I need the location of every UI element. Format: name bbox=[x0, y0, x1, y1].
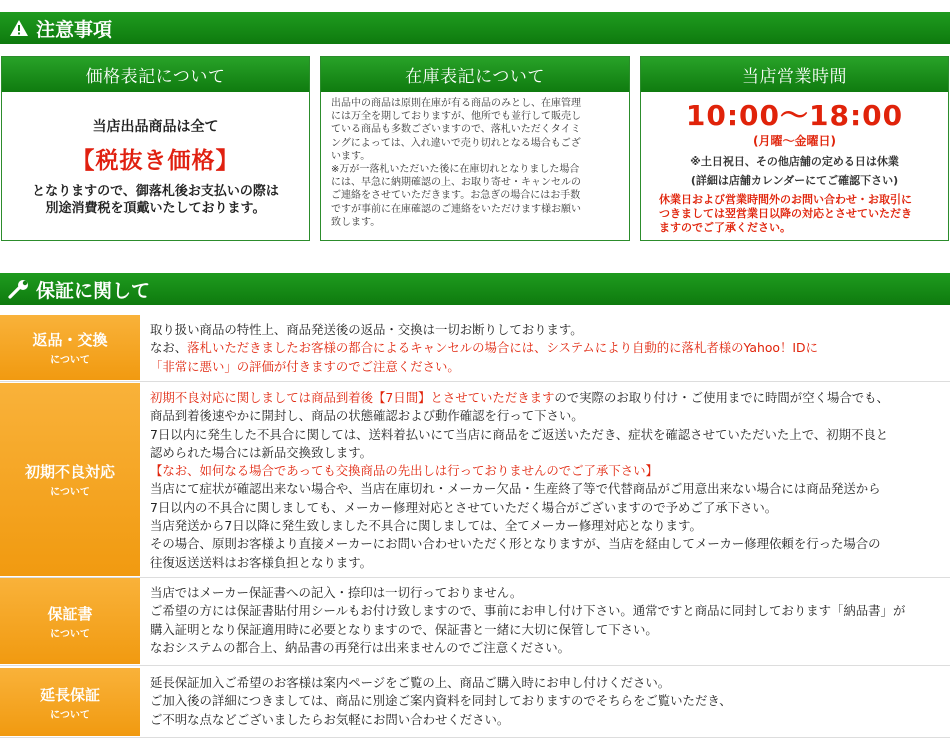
price-note-2: 別途消費税を頂戴いたしております。 bbox=[45, 201, 266, 216]
stock-line: ※万が一落札いただいた後に在庫切れとなりました場合 bbox=[331, 164, 580, 176]
stock-line: ングによっては、入れ違いで売り切れとなる場合もござ bbox=[331, 137, 581, 149]
row-text-line bbox=[150, 339, 942, 357]
price-emphasis: 【税抜き価格】 bbox=[71, 148, 240, 174]
row-label-sub: について bbox=[50, 487, 90, 498]
hours-time: 10:00〜18:00 bbox=[685, 99, 904, 132]
wrench-icon bbox=[8, 278, 30, 300]
body-text: 延長保証加入ご希望のお客様は案内ページをご覧の上、商品ご購入時にお申し付けください。 bbox=[150, 675, 671, 690]
row-label-title: 返品・交換 bbox=[32, 331, 108, 349]
row-text-line bbox=[150, 674, 942, 692]
row-text-line bbox=[150, 426, 942, 444]
row-label-sub: について bbox=[50, 709, 90, 721]
price-notation-box bbox=[1, 56, 310, 241]
highlight-text: 初期不良対応に関しましては商品到着後【7日間】とさせていただきます bbox=[150, 390, 555, 405]
stock-heading: 在庫表記について bbox=[321, 57, 629, 92]
stock-line: 出品中の商品は原則在庫が有る商品のみとし、在庫管理 bbox=[331, 98, 581, 109]
warranty-section-header bbox=[0, 273, 950, 305]
row-text-line bbox=[150, 621, 942, 639]
hours-calendar-note: (詳細は店舗カレンダーにてご確認下さい) bbox=[690, 174, 899, 187]
highlight-text: 「非常に悪い」の評価が付きますのでご注意ください。 bbox=[150, 358, 460, 374]
row-text bbox=[150, 389, 942, 572]
row-text-line bbox=[150, 584, 942, 602]
body-text: なおシステムの都合上、納品書の再発行は出来ませんのでご注意ください。 bbox=[150, 639, 571, 655]
row-text bbox=[150, 674, 942, 729]
body-text: ご不明な点などございましたらお気軽にお問い合わせください。 bbox=[150, 711, 510, 727]
row-text-line bbox=[150, 639, 942, 657]
body-text: 当店ではメーカー保証書への記入・捺印は一切行っておりません。 bbox=[150, 585, 523, 600]
body-text: 当店発送から7日以降に発生致しました不具合に関しましては、全てメーカー修理対応となります。 bbox=[150, 518, 702, 534]
body-text: 7日以内の不具合に関しましても、メーカー修理対応とさせていただく場合がございますので予めご了承下さい。 bbox=[150, 499, 778, 515]
stock-line: います。 bbox=[331, 150, 371, 162]
price-note-1: となりますので、御落札後お支払いの際は bbox=[32, 184, 279, 199]
price-heading: 価格表記について bbox=[2, 57, 309, 92]
body-text: 認められた場合には新品交換致します。 bbox=[150, 444, 373, 460]
highlight-text: 【なお、如何なる場合であっても交換商品の先出しは行っておりませんのでご了承下さい】 bbox=[150, 463, 658, 479]
stock-line: ですが事前に在庫確認のご連絡をいただけます様お願い bbox=[331, 203, 581, 215]
row-text-line bbox=[150, 602, 942, 620]
business-hours-box bbox=[640, 56, 949, 241]
warranty-row-certificate bbox=[0, 578, 950, 666]
row-label bbox=[0, 315, 140, 381]
stock-line: ご連絡をさせていただきます。お急ぎの場合にはお手数 bbox=[331, 190, 581, 202]
notice-section-header bbox=[0, 12, 950, 44]
warning-icon bbox=[8, 17, 30, 39]
body-text: その場合、原則お客様より直接メーカーにお問い合わせいただく形となりますが、当店を経由してメーカー修理依頼を行った場合の bbox=[150, 536, 881, 552]
hours-days: (月曜〜金曜日) bbox=[753, 134, 836, 148]
row-label-sub: について bbox=[50, 628, 90, 640]
hours-holiday-note: ※土日祝日、その他店舗の定める日は休業 bbox=[690, 155, 899, 168]
body-text: なお、 bbox=[150, 340, 188, 356]
warranty-row-initial-defect bbox=[0, 383, 950, 578]
notice-title: 注意事項 bbox=[36, 18, 113, 41]
hours-warning-line: 休業日および営業時間外のお問い合わせ・お取引に bbox=[659, 193, 912, 206]
row-text-line bbox=[150, 407, 942, 425]
stock-line: 致します。 bbox=[331, 216, 381, 228]
body-text: 取り扱い商品の特性上、商品発送後の返品・交換は一切お断りしております。 bbox=[150, 322, 583, 337]
row-text bbox=[150, 584, 942, 657]
stock-text bbox=[321, 92, 629, 229]
highlight-text: 落札いただきましたお客様の都合によるキャンセルの場合には、システムにより自動的に落札者様のYahoo！IDに bbox=[187, 340, 818, 356]
row-label-sub: について bbox=[50, 355, 90, 366]
row-text-line bbox=[150, 462, 942, 480]
stock-line: ている商品も多数ございますので、落札いただくタイミ bbox=[331, 124, 581, 136]
body-text: 当店にて症状が確認出来ない場合や、当店在庫切れ・メーカー欠品・生産終了等で代替商品がご用意出来ない場合には商品発送から bbox=[150, 481, 881, 497]
stock-line: には、早急に納期確認の上、お取り寄せ・キャンセルの bbox=[331, 177, 581, 189]
body-text: ご希望の方には保証書貼付用シールもお付け致しますので、事前にお申し付け下さい。通常ですと商品に同封しております「納品書」が bbox=[150, 603, 906, 619]
warranty-row-extended bbox=[0, 668, 950, 738]
row-label-title: 保証書 bbox=[47, 604, 93, 623]
body-text: 往復返送送料はお客様負担となります。 bbox=[150, 554, 373, 570]
body-text: 購入証明となり保証適用時に必要となりますので、保証書と一緒に大切に保管して下さい。 bbox=[150, 621, 658, 637]
row-text-line bbox=[150, 358, 942, 376]
body-text: ので実際のお取り付け・ご使用までに時間が空く場合でも、 bbox=[554, 390, 889, 405]
stock-notation-box bbox=[320, 56, 630, 241]
row-text-line bbox=[150, 321, 942, 339]
row-text-line bbox=[150, 480, 942, 498]
row-text-line bbox=[150, 444, 942, 462]
body-text: 7日以内に発生した不具合に関しては、送料着払いにて当店に商品をご返送いただき、症状を確認させていただいた上で、初期不良と bbox=[150, 426, 889, 442]
row-label bbox=[0, 383, 140, 577]
row-label-title: 初期不良対応 bbox=[24, 463, 115, 481]
price-intro: 当店出品商品は全て bbox=[92, 119, 219, 135]
row-label bbox=[0, 668, 140, 737]
stock-line: には万全を期しておりますが、他所でも並行して販売し bbox=[331, 111, 581, 123]
row-text-line bbox=[150, 517, 942, 535]
row-label-title: 延長保証 bbox=[39, 685, 100, 704]
row-text-line bbox=[150, 554, 942, 572]
warranty-title: 保証に関して bbox=[36, 279, 151, 302]
row-text-line bbox=[150, 535, 942, 553]
row-text-line bbox=[150, 711, 942, 729]
hours-warning-line: つきましては翌営業日以降の対応とさせていただき bbox=[659, 207, 912, 220]
row-text bbox=[150, 321, 942, 376]
body-text: 商品到着後速やかに開封し、商品の状態確認および動作確認を行って下さい。 bbox=[150, 408, 584, 424]
row-label bbox=[0, 578, 140, 665]
warranty-row-returns bbox=[0, 315, 950, 382]
row-text-line bbox=[150, 692, 942, 710]
hours-heading: 当店営業時間 bbox=[641, 57, 948, 92]
row-text-line bbox=[150, 389, 942, 407]
body-text: ご加入後の詳細につきましては、商品に別途ご案内資料を同封しておりますのでそちらをご覧いただき、 bbox=[150, 693, 732, 709]
row-text-line bbox=[150, 499, 942, 517]
hours-warning-line: ますのでご了承ください。 bbox=[659, 221, 791, 234]
